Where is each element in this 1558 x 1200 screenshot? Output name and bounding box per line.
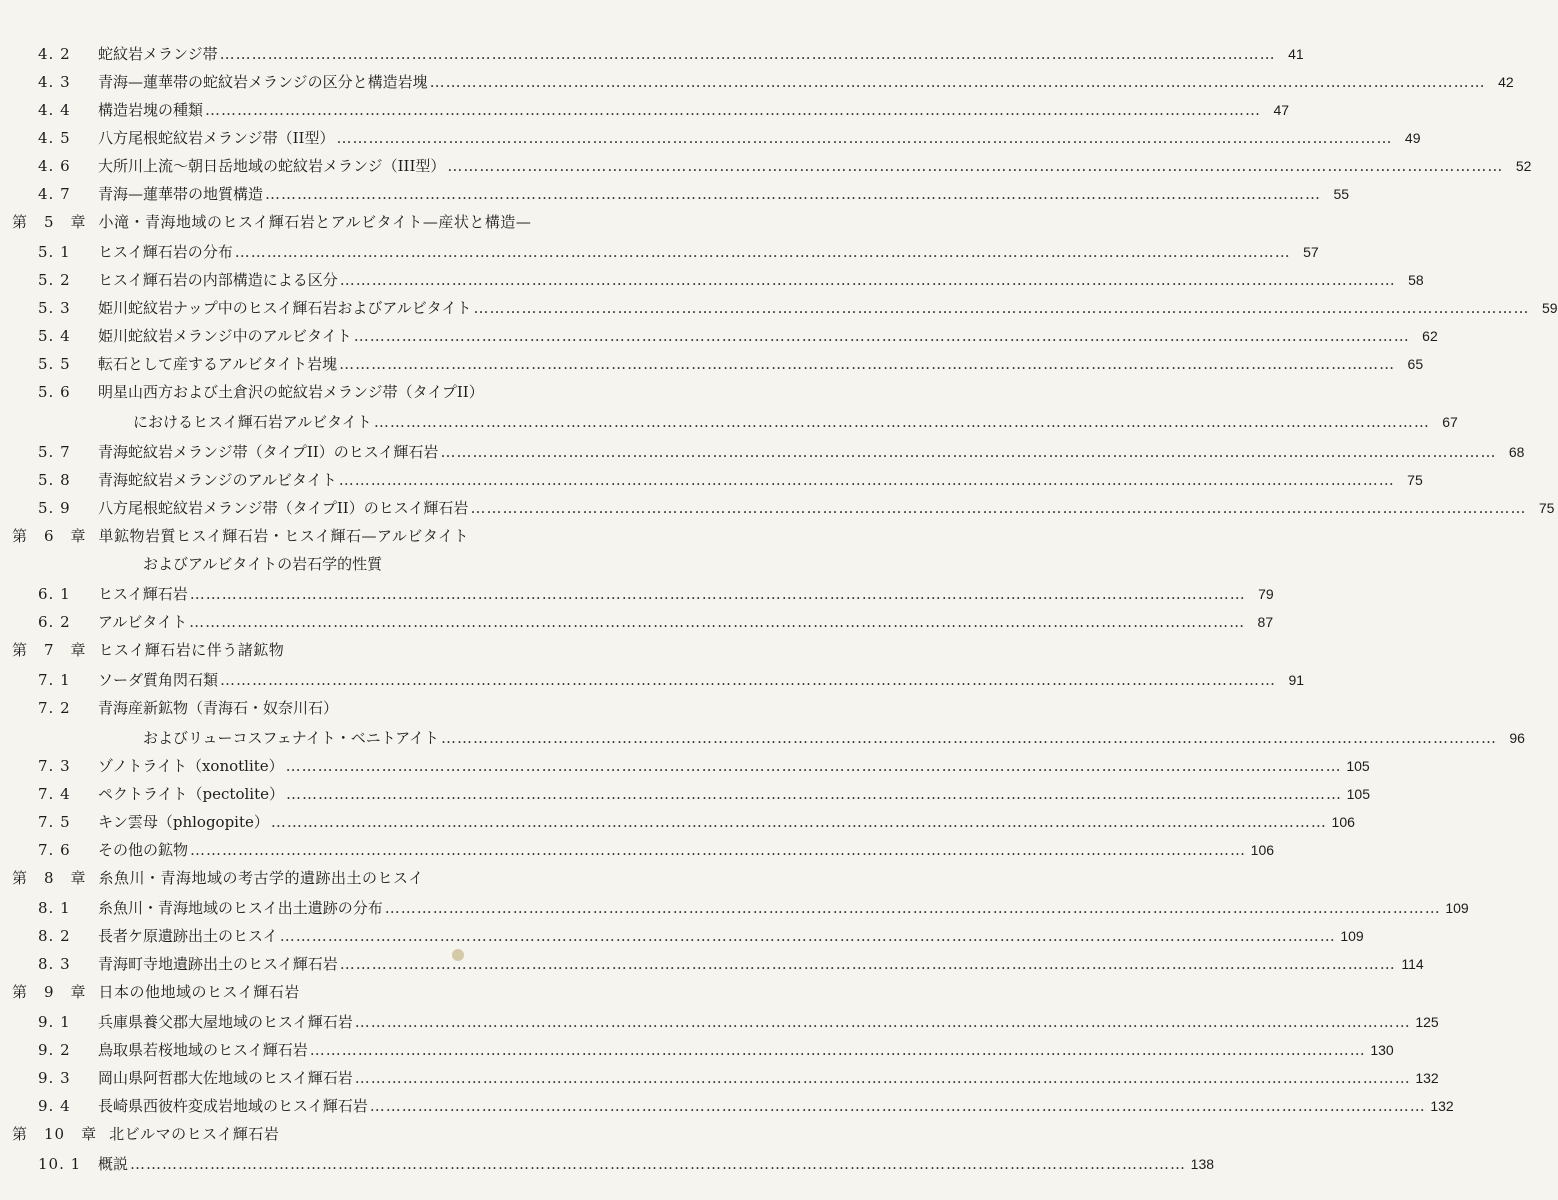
toc-title: 青海—蓮華帯の地質構造 — [98, 185, 264, 203]
toc-page-number: 49 — [1404, 130, 1421, 146]
toc-number: 4. 4 — [38, 101, 71, 119]
toc-section-row — [38, 836, 1275, 860]
toc-leader-dots — [368, 1096, 1428, 1116]
toc-chapter-row — [12, 1120, 749, 1144]
toc-title: 青海産新鉱物（青海石・奴奈川石） — [98, 699, 339, 717]
toc-title: 明星山西方および土倉沢の蛇紋岩メランジ帯（タイプII） — [98, 383, 484, 401]
toc-section-row — [143, 550, 749, 574]
toc-leader-dots — [203, 100, 1263, 120]
toc-section-row — [38, 1008, 1439, 1032]
toc-chapter-row — [12, 208, 749, 232]
toc-title: 北ビルマのヒスイ輝石岩 — [109, 1125, 280, 1143]
toc-section-row — [38, 350, 1424, 374]
toc-title: 長崎県西彼杵変成岩地域のヒスイ輝石岩 — [98, 1097, 368, 1115]
toc-number: 7. 4 — [38, 785, 71, 803]
toc-number: 5. 8 — [38, 471, 71, 489]
toc-leader-dots — [352, 326, 1412, 346]
toc-number: 5. 6 — [38, 383, 71, 401]
toc-leader-dots — [468, 498, 1528, 518]
toc-section-row — [38, 666, 1305, 690]
toc-title: ソーダ質角閃石類 — [98, 671, 219, 689]
toc-title: およびアルビタイトの岩石学的性質 — [143, 555, 383, 573]
toc-section-row — [38, 752, 1370, 776]
toc-number: 4. 7 — [38, 185, 71, 203]
toc-title: およびリューコスフェナイト・ベニトアイト — [143, 729, 439, 747]
toc-section-row — [38, 152, 1532, 176]
toc-number: 第 10 章 — [12, 1125, 98, 1143]
toc-page-number: 96 — [1509, 730, 1525, 746]
toc-title: 糸魚川・青海地域のヒスイ出土遺跡の分布 — [98, 899, 383, 917]
toc-page-number: 67 — [1442, 414, 1458, 430]
toc-page-number: 106 — [1250, 842, 1275, 858]
toc-title: 青海蛇紋岩メランジのアルビタイト — [98, 471, 337, 489]
toc-leader-dots — [353, 1068, 1413, 1088]
toc-page-number: 114 — [1401, 956, 1424, 972]
toc-page-number: 125 — [1415, 1014, 1439, 1030]
toc-section-row — [38, 1150, 1215, 1174]
toc-page-number: 109 — [1340, 928, 1364, 944]
toc-title: 糸魚川・青海地域の考古学的遺跡出土のヒスイ — [98, 869, 424, 887]
toc-page-number: 138 — [1190, 1156, 1215, 1172]
toc-number: 5. 3 — [38, 299, 71, 317]
toc-section-row — [38, 808, 1355, 832]
toc-section-row — [38, 266, 1424, 290]
toc-page-number: 132 — [1415, 1070, 1439, 1086]
toc-number: 4. 6 — [38, 157, 71, 175]
toc-page-number: 62 — [1422, 328, 1438, 344]
toc-section-row — [143, 724, 1525, 748]
toc-title: 概説 — [98, 1155, 129, 1173]
toc-leader-dots — [284, 756, 1344, 776]
toc-number: 5. 5 — [38, 355, 71, 373]
toc-title: 長者ケ原遺跡出土のヒスイ — [98, 927, 278, 945]
toc-number: 5. 7 — [38, 443, 71, 461]
toc-number: 9. 3 — [38, 1069, 71, 1087]
toc-section-row — [38, 780, 1370, 804]
toc-title: ヒスイ輝石岩に伴う諸鉱物 — [98, 641, 285, 659]
toc-section-row — [38, 124, 1421, 148]
toc-title: 鳥取県若桜地域のヒスイ輝石岩 — [98, 1041, 308, 1059]
toc-title: 大所川上流～朝日岳地域の蛇紋岩メランジ（III型） — [98, 157, 446, 175]
toc-page-number: 109 — [1445, 900, 1469, 916]
toc-leader-dots — [188, 840, 1248, 860]
toc-title: 構造岩塊の種類 — [98, 101, 204, 119]
toc-title: 兵庫県養父郡大屋地域のヒスイ輝石岩 — [98, 1013, 353, 1031]
toc-number: 7. 3 — [38, 757, 71, 775]
toc-leader-dots — [445, 156, 1505, 176]
toc-title: ヒスイ輝石岩の内部構造による区分 — [98, 271, 338, 289]
toc-section-row — [38, 608, 1274, 632]
toc-leader-dots — [218, 44, 1278, 64]
toc-section-row — [38, 40, 1304, 64]
toc-number: 6. 2 — [38, 613, 71, 631]
toc-leader-dots — [269, 812, 1329, 832]
toc-number: 8. 3 — [38, 955, 71, 973]
toc-page-number: 105 — [1346, 758, 1370, 774]
toc-section-row — [38, 694, 749, 718]
toc-leader-dots — [233, 242, 1293, 262]
toc-number: 第 9 章 — [12, 983, 87, 1001]
toc-leader-dots — [438, 442, 1498, 462]
toc-page-number: 58 — [1408, 272, 1424, 288]
toc-leader-dots — [334, 128, 1394, 148]
toc-title: ヒスイ輝石岩 — [98, 585, 188, 603]
toc-number: 第 7 章 — [12, 641, 87, 659]
toc-title: ゾノトライト（xonotlite） — [98, 757, 284, 775]
toc-page-number: 65 — [1407, 356, 1424, 372]
toc-leader-dots — [128, 1154, 1188, 1174]
toc-title: 姫川蛇紋岩ナップ中のヒスイ輝石岩およびアルビタイト — [98, 299, 472, 317]
toc-section-row — [38, 438, 1525, 462]
toc-leader-dots — [337, 470, 1397, 490]
toc-chapter-row — [12, 864, 749, 888]
toc-section-row — [38, 294, 1558, 318]
toc-page-number: 75 — [1538, 500, 1555, 516]
toc-section-row — [38, 1092, 1454, 1116]
toc-page-number: 91 — [1288, 672, 1305, 688]
toc-title: ペクトライト（pectolite） — [98, 785, 284, 803]
toc-page-number: 42 — [1498, 74, 1514, 90]
toc-leader-dots — [472, 298, 1532, 318]
toc-page-number: 106 — [1331, 814, 1355, 830]
toc-section-row — [38, 894, 1469, 918]
toc-title: ヒスイ輝石岩の分布 — [98, 243, 233, 261]
toc-leader-dots — [218, 670, 1278, 690]
toc-number: 5. 9 — [38, 499, 71, 517]
toc-section-row — [38, 950, 1424, 974]
toc-leader-dots — [278, 926, 1338, 946]
toc-number: 4. 3 — [38, 73, 71, 91]
toc-section-row — [38, 922, 1364, 946]
toc-title: 蛇紋岩メランジ帯 — [98, 45, 218, 63]
toc-leader-dots — [428, 72, 1488, 92]
toc-leader-dots — [372, 412, 1432, 432]
toc-page-number: 55 — [1333, 186, 1350, 202]
toc-section-row — [38, 68, 1514, 92]
toc-section-row — [38, 466, 1423, 490]
toc-title: 青海—蓮華帯の蛇紋岩メランジの区分と構造岩塊 — [98, 73, 428, 91]
toc-number: 7. 1 — [38, 671, 71, 689]
toc-number: 10. 1 — [38, 1155, 82, 1173]
toc-page-number: 47 — [1273, 102, 1290, 118]
toc-leader-dots — [187, 612, 1247, 632]
toc-number: 4. 2 — [38, 45, 71, 63]
toc-section-row — [38, 96, 1290, 120]
toc-page-number: 79 — [1258, 586, 1274, 602]
toc-title: 八方尾根蛇紋岩メランジ帯（II型） — [98, 129, 335, 147]
toc-page-number: 57 — [1303, 244, 1319, 260]
toc-leader-dots — [439, 728, 1499, 748]
toc-number: 9. 4 — [38, 1097, 71, 1115]
toc-number: 9. 2 — [38, 1041, 71, 1059]
toc-leader-dots — [308, 1040, 1368, 1060]
toc-title: 単鉱物岩質ヒスイ輝石岩・ヒスイ輝石—アルビタイト — [98, 527, 470, 545]
toc-chapter-row — [12, 978, 749, 1002]
toc-title: 転石として産するアルビタイト岩塊 — [98, 355, 338, 373]
toc-number: 8. 1 — [38, 899, 71, 917]
toc-title: 青海蛇紋岩メランジ帯（タイプII）のヒスイ輝石岩 — [98, 443, 439, 461]
toc-title: アルビタイト — [98, 613, 188, 631]
toc-title: 岡山県阿哲郡大佐地域のヒスイ輝石岩 — [98, 1069, 353, 1087]
toc-number: 5. 1 — [38, 243, 71, 261]
toc-number: 6. 1 — [38, 585, 71, 603]
toc-leader-dots — [338, 954, 1398, 974]
toc-number: 第 5 章 — [12, 213, 87, 231]
toc-number: 4. 5 — [38, 129, 71, 147]
toc-number: 5. 2 — [38, 271, 71, 289]
toc-page-number: 87 — [1257, 614, 1274, 630]
toc-page-number: 105 — [1346, 786, 1370, 802]
toc-chapter-row — [12, 522, 749, 546]
toc-number: 8. 2 — [38, 927, 71, 945]
toc-leader-dots — [353, 1012, 1413, 1032]
toc-number: 第 6 章 — [12, 527, 87, 545]
toc-title: 姫川蛇紋岩メランジ中のアルビタイト — [98, 327, 352, 345]
toc-leader-dots — [337, 354, 1397, 374]
toc-title: 小滝・青海地域のヒスイ輝石岩とアルビタイト—産状と構造— — [98, 213, 532, 231]
toc-title: その他の鉱物 — [98, 841, 189, 859]
toc-page-number: 52 — [1515, 158, 1532, 174]
toc-section-row — [38, 378, 749, 402]
toc-section-row — [38, 494, 1555, 518]
toc-number: 5. 4 — [38, 327, 71, 345]
toc-chapter-row — [12, 636, 749, 660]
toc-leader-dots — [284, 784, 1344, 804]
toc-section-row — [38, 1036, 1394, 1060]
toc-number: 9. 1 — [38, 1013, 71, 1031]
toc-leader-dots — [338, 270, 1398, 290]
toc-section-row — [38, 322, 1438, 346]
toc-title: キン雲母（phlogopite） — [98, 813, 269, 831]
paper-stain — [452, 949, 464, 961]
toc-leader-dots — [188, 584, 1248, 604]
toc-page-number: 130 — [1370, 1042, 1394, 1058]
toc-number: 7. 6 — [38, 841, 71, 859]
toc-page-number: 41 — [1288, 46, 1304, 62]
toc-page-number: 59 — [1541, 300, 1558, 316]
toc-section-row — [38, 238, 1319, 262]
toc-number: 7. 2 — [38, 699, 71, 717]
toc-section-row — [133, 408, 1458, 432]
toc-title: 八方尾根蛇紋岩メランジ帯（タイプII）のヒスイ輝石岩 — [98, 499, 469, 517]
toc-title: におけるヒスイ輝石岩アルビタイト — [133, 413, 372, 431]
toc-page-number: 75 — [1407, 472, 1423, 488]
toc-section-row — [38, 180, 1350, 204]
toc-section-row — [38, 1064, 1439, 1088]
toc-leader-dots — [383, 898, 1443, 918]
toc-leader-dots — [263, 184, 1323, 204]
toc-number: 7. 5 — [38, 813, 71, 831]
toc-page-number: 132 — [1430, 1098, 1454, 1114]
toc-title: 青海町寺地遺跡出土のヒスイ輝石岩 — [98, 955, 338, 973]
toc-page-number: 68 — [1508, 444, 1525, 460]
toc-section-row — [38, 580, 1274, 604]
toc-number: 第 8 章 — [12, 869, 87, 887]
toc-title: 日本の他地域のヒスイ輝石岩 — [98, 983, 300, 1001]
